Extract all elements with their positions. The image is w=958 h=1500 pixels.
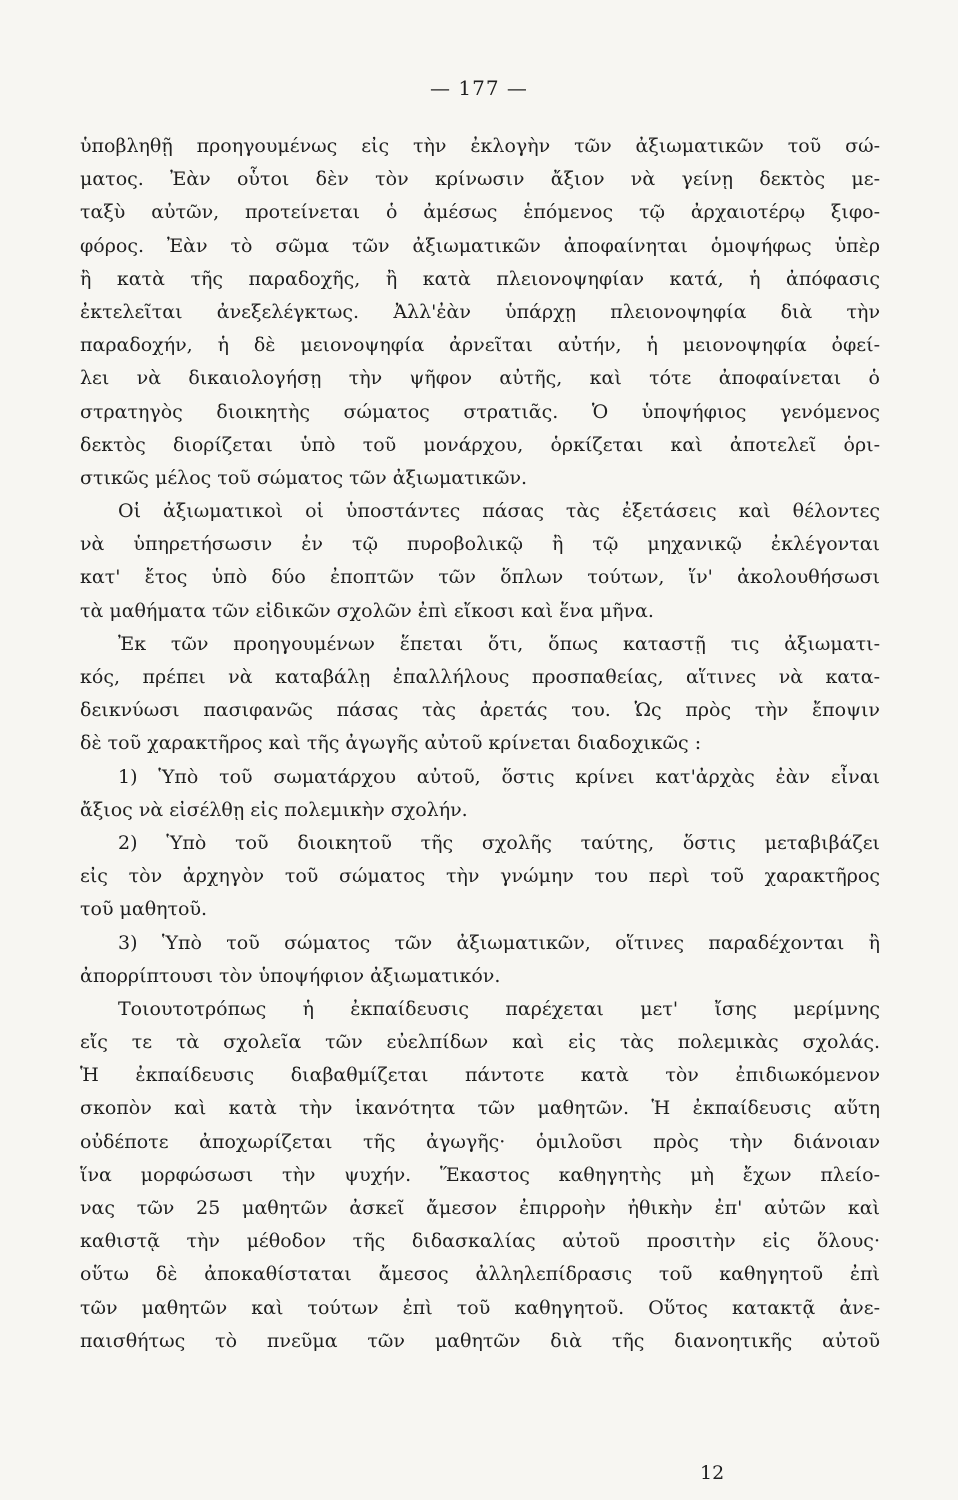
text-line: δεικνύωσι πασιφανῶς πάσας τὰς ἀρετάς του. Ὡς πρὸς τὴν ἔποψιν <box>80 699 880 722</box>
text-line: λει νὰ δικαιολογήσῃ τὴν ψῆφον αὐτῆς, καὶ τότε ἀποφαίνεται ὁ <box>80 367 880 390</box>
text-line: παισθήτως τὸ πνεῦμα τῶν μαθητῶν διὰ τῆς διανοητικῆς αὐτοῦ <box>80 1329 880 1352</box>
text-line: 3) Ὑπὸ τοῦ σώματος τῶν ἀξιωματικῶν, οἵτινες παραδέχονται ἢ <box>118 931 880 954</box>
text-line: οὐδέποτε ἀποχωρίζεται τῆς ἀγωγῆς· ὁμιλοῦσι πρὸς τὴν διάνοιαν <box>80 1130 880 1153</box>
text-line: νὰ ὑπηρετήσωσιν ἐν τῷ πυροβολικῷ ἢ τῷ μηχανικῷ ἐκλέγονται <box>80 533 880 556</box>
text-line: στικῶς μέλος τοῦ σώματος τῶν ἀξιωματικῶν. <box>80 466 528 489</box>
text-line: δεκτὸς διορίζεται ὑπὸ τοῦ μονάρχου, ὁρκίζεται καὶ ἀποτελεῖ ὁρι- <box>80 433 880 456</box>
text-line: τῶν μαθητῶν καὶ τούτων ἐπὶ τοῦ καθηγητοῦ. Οὕτος κατακτᾷ ἀνε- <box>80 1296 880 1319</box>
text-line: κατ' ἔτος ὑπὸ δύο ἐποπτῶν τῶν ὅπλων τούτων, ἵν' ἀκολουθήσωσι <box>80 566 880 589</box>
text-line: δὲ τοῦ χαρακτῆρος καὶ τῆς ἀγωγῆς αὐτοῦ κρίνεται διαδοχικῶς : <box>80 732 702 755</box>
page-number: — 177 — <box>430 76 528 100</box>
text-line: ἢ κατὰ τῆς παραδοχῆς, ἢ κατὰ πλειονοψηφίαν κατά, ἡ ἀπόφασις <box>80 267 880 290</box>
body-text <box>80 130 880 1358</box>
text-line: τὰ μαθήματα τῶν εἰδικῶν σχολῶν ἐπὶ εἴκοσι καὶ ἕνα μῆνα. <box>80 599 654 622</box>
text-line: νας τῶν 25 μαθητῶν ἀσκεῖ ἄμεσον ἐπιρροὴν ἠθικὴν ἐπ' αὐτῶν καὶ <box>80 1197 880 1219</box>
text-line: ματος. Ἐὰν οὗτοι δὲν τὸν κρίνωσιν ἄξιον νὰ γείνῃ δεκτὸς με- <box>80 168 880 191</box>
text-line: ἄξιος νὰ εἰσέλθῃ εἰς πολεμικὴν σχολήν. <box>80 798 468 821</box>
text-line: οὕτω δὲ ἀποκαθίσταται ἄμεσος ἀλληλεπίδρασις τοῦ καθηγητοῦ ἐπὶ <box>80 1263 880 1286</box>
text-line: ἐκτελεῖται ἀνεξελέγκτως. Ἀλλ'ἐὰν ὑπάρχῃ πλειονοψηφία διὰ τὴν <box>80 300 880 323</box>
text-line: Τοιουτοτρόπως ἡ ἐκπαίδευσις παρέχεται μετ' ἴσης μερίμνης <box>118 997 880 1020</box>
text-line: 1) Ὑπὸ τοῦ σωματάρχου αὐτοῦ, ὅστις κρίνει κατ'ἀρχὰς ἐὰν εἶναι <box>118 765 880 788</box>
text-line: εἴς τε τὰ σχολεῖα τῶν εὐελπίδων καὶ εἰς τὰς πολεμικὰς σχολάς. <box>80 1031 880 1054</box>
text-line: τοῦ μαθητοῦ. <box>80 898 208 921</box>
text-line: ἀπορρίπτουσι τὸν ὑποψήφιον ἀξιωματικόν. <box>80 964 501 987</box>
text-line: ταξὺ αὐτῶν, προτείνεται ὁ ἀμέσως ἑπόμενος τῷ ἀρχαιοτέρῳ ξιφο- <box>80 201 880 224</box>
text-line: Ἐκ τῶν προηγουμένων ἕπεται ὅτι, ὅπως καταστῇ τις ἀξιωματι- <box>118 632 880 655</box>
text-line: φόρος. Ἐὰν τὸ σῶμα τῶν ἀξιωματικῶν ἀποφαίνηται ὁμοψήφως ὑπὲρ <box>80 234 880 257</box>
text-line: εἰς τὸν ἀρχηγὸν τοῦ σώματος τὴν γνώμην του περὶ τοῦ χαρακτῆρος <box>80 865 880 888</box>
text-line: κός, πρέπει νὰ καταβάλῃ ἐπαλλήλους προσπαθείας, αἵτινες νὰ κατα- <box>80 666 880 688</box>
text-line: στρατηγὸς διοικητὴς σώματος στρατιᾶς. Ὁ ὑποψήφιος γενόμενος <box>80 400 880 423</box>
text-line: παραδοχήν, ἡ δὲ μειονοψηφία ἀρνεῖται αὐτήν, ἡ μειονοψηφία ὀφεί- <box>80 334 880 357</box>
text-line: ἵνα μορφώσωσι τὴν ψυχήν. Ἕκαστος καθηγητὴς μὴ ἔχων πλείο- <box>80 1163 880 1186</box>
text-line: σκοπὸν καὶ κατὰ τὴν ἱκανότητα τῶν μαθητῶν. Ἡ ἐκπαίδευσις αὕτη <box>80 1097 880 1120</box>
text-line: καθιστᾷ τὴν μέθοδον τῆς διδασκαλίας αὐτοῦ προσιτὴν εἰς ὅλους· <box>80 1230 880 1253</box>
text-line: Ἡ ἐκπαίδευσις διαβαθμίζεται πάντοτε κατὰ τὸν ἐπιδιωκόμενον <box>80 1064 880 1087</box>
text-line: ὑποβληθῇ προηγουμένως εἰς τὴν ἐκλογὴν τῶν ἀξιωματικῶν τοῦ σώ- <box>80 135 880 157</box>
signature-mark: 12 <box>700 1462 725 1484</box>
text-line: 2) Ὑπὸ τοῦ διοικητοῦ τῆς σχολῆς ταύτης, ὅστις μεταβιβάζει <box>118 831 880 854</box>
text-line: Οἱ ἀξιωματικοὶ οἱ ὑποστάντες πάσας τὰς ἐξετάσεις καὶ θέλοντες <box>118 500 880 523</box>
